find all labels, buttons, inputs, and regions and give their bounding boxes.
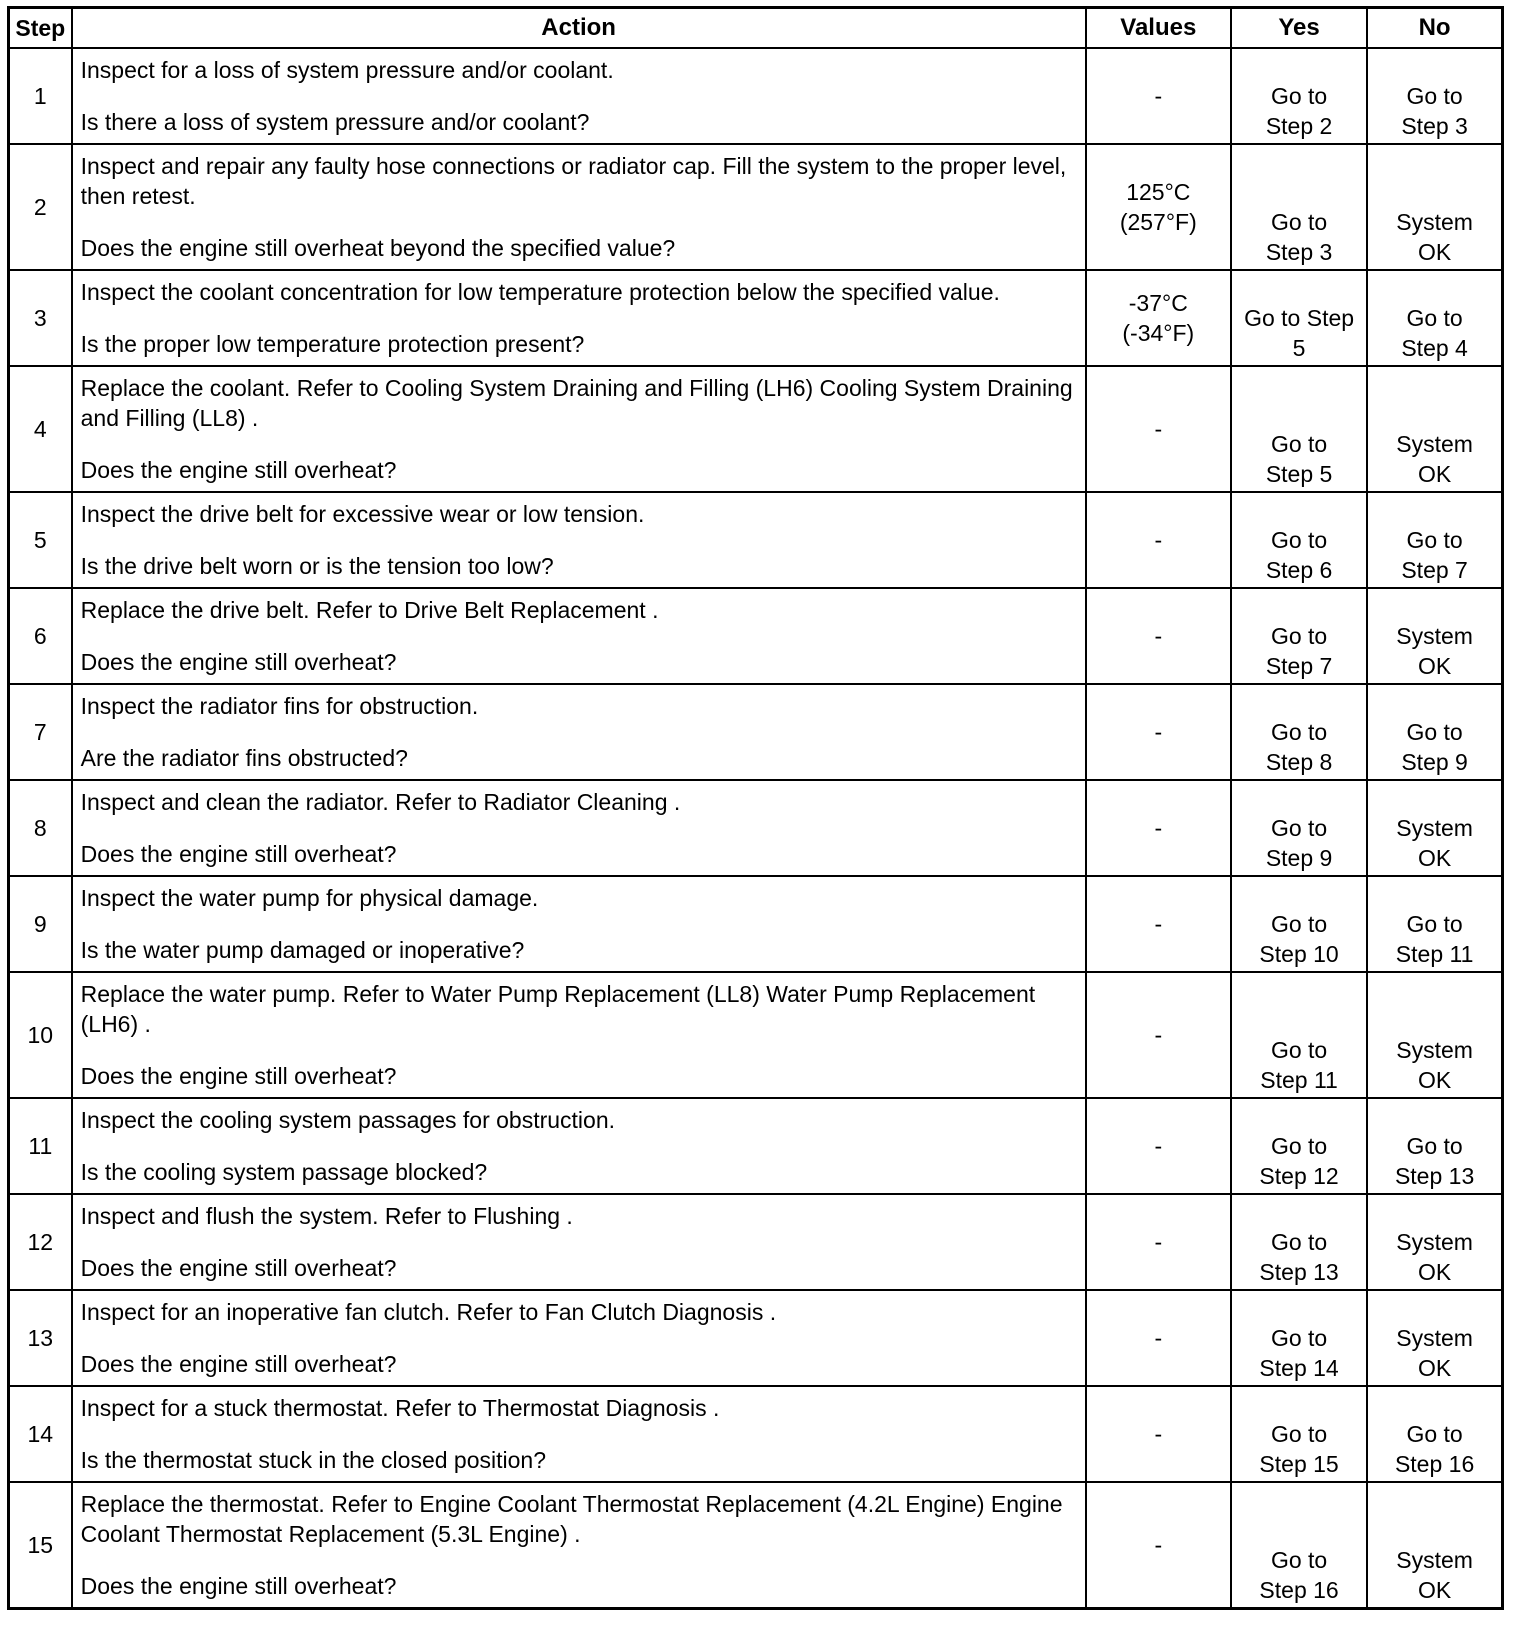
no-cell <box>1367 1482 1502 1609</box>
action-cell <box>72 1386 1086 1482</box>
yes-line-2: Step 2 <box>1265 113 1333 139</box>
yes-line-2: Step 14 <box>1259 1355 1339 1381</box>
value-line-1: - <box>1154 623 1163 649</box>
yes-line-1: Go to <box>1270 911 1328 937</box>
table-row <box>9 876 1503 972</box>
values-cell <box>1086 1290 1231 1386</box>
value-line-1: -37°C <box>1128 290 1188 316</box>
no-line-2: Step 16 <box>1394 1451 1475 1477</box>
action-question: Does the engine still overheat? <box>80 841 397 867</box>
value-line-1: - <box>1154 1022 1163 1048</box>
step-number: 3 <box>9 270 72 366</box>
step-number: 6 <box>9 588 72 684</box>
yes-cell <box>1231 144 1367 270</box>
value-line-1: - <box>1154 1325 1163 1351</box>
yes-line-2: Step 10 <box>1259 941 1339 967</box>
table-row <box>9 1290 1503 1386</box>
action-cell <box>72 48 1086 144</box>
yes-line-1: Go to <box>1270 1037 1328 1063</box>
no-line-1: System <box>1396 1547 1473 1573</box>
no-line-1: System <box>1396 815 1473 841</box>
no-line-2: Step 3 <box>1401 113 1468 139</box>
values-cell <box>1086 492 1231 588</box>
action-instruction: Replace the coolant. Refer to Cooling System Draining and Filling (LH6) Cooling System Draining and Filling (LL8) . <box>80 375 1073 431</box>
header-step: Step <box>9 8 72 49</box>
no-line-2: OK <box>1417 653 1452 679</box>
step-number: 1 <box>9 48 72 144</box>
no-line-1: System <box>1396 431 1473 457</box>
no-cell <box>1367 972 1502 1098</box>
no-line-1: Go to <box>1406 1421 1463 1447</box>
step-number: 14 <box>9 1386 72 1482</box>
no-line-2: Step 4 <box>1401 335 1468 361</box>
yes-line-1: Go to <box>1270 1325 1328 1351</box>
action-cell <box>72 144 1086 270</box>
action-instruction: Inspect for a loss of system pressure and/or coolant. <box>80 57 614 83</box>
value-line-1: 125°C <box>1126 179 1191 205</box>
yes-line-1: Go to Step <box>1244 305 1355 331</box>
action-cell <box>72 1098 1086 1194</box>
step-number: 15 <box>9 1482 72 1609</box>
values-cell <box>1086 270 1231 366</box>
yes-line-2: Step 5 <box>1265 461 1333 487</box>
action-question: Is there a loss of system pressure and/or coolant? <box>80 109 590 135</box>
yes-line-2: Step 8 <box>1265 749 1333 775</box>
yes-line-1: Go to <box>1270 431 1328 457</box>
value-line-2: (257°F) <box>1119 209 1197 235</box>
yes-cell <box>1231 588 1367 684</box>
header-no: No <box>1367 8 1502 49</box>
table-row <box>9 1194 1503 1290</box>
action-question: Is the water pump damaged or inoperative? <box>80 937 525 963</box>
table-row <box>9 366 1503 492</box>
values-cell <box>1086 684 1231 780</box>
yes-line-1: Go to <box>1270 623 1328 649</box>
value-line-1: - <box>1154 527 1163 553</box>
action-cell <box>72 684 1086 780</box>
no-line-1: System <box>1396 1037 1473 1063</box>
action-instruction: Inspect the drive belt for excessive wear or low tension. <box>80 501 645 527</box>
no-line-1: System <box>1396 1325 1473 1351</box>
no-line-1: System <box>1396 1229 1473 1255</box>
table-row <box>9 492 1503 588</box>
no-line-2: OK <box>1417 461 1452 487</box>
no-line-1: Go to <box>1406 911 1463 937</box>
no-cell <box>1367 1290 1502 1386</box>
no-line-2: OK <box>1417 1067 1452 1093</box>
no-line-2: OK <box>1417 845 1452 871</box>
no-line-1: Go to <box>1406 1133 1463 1159</box>
no-cell <box>1367 48 1502 144</box>
action-cell <box>72 366 1086 492</box>
step-number: 7 <box>9 684 72 780</box>
action-cell <box>72 780 1086 876</box>
action-question: Does the engine still overheat beyond the specified value? <box>80 235 676 261</box>
values-cell <box>1086 780 1231 876</box>
action-question: Is the proper low temperature protection present? <box>80 331 585 357</box>
value-line-1: - <box>1154 416 1163 442</box>
yes-line-1: Go to <box>1270 209 1328 235</box>
diagnostic-table-container <box>7 6 1504 1610</box>
step-number: 10 <box>9 972 72 1098</box>
yes-line-2: 5 <box>1292 335 1306 361</box>
step-number: 13 <box>9 1290 72 1386</box>
action-instruction: Inspect and clean the radiator. Refer to Radiator Cleaning . <box>80 789 681 815</box>
yes-cell <box>1231 492 1367 588</box>
step-number: 5 <box>9 492 72 588</box>
no-cell <box>1367 1098 1502 1194</box>
header-values: Values <box>1086 8 1231 49</box>
action-question: Is the thermostat stuck in the closed position? <box>80 1447 546 1473</box>
values-cell <box>1086 1194 1231 1290</box>
action-cell <box>72 1194 1086 1290</box>
table-row <box>9 1386 1503 1482</box>
action-cell <box>72 1482 1086 1609</box>
action-instruction: Inspect the water pump for physical damage. <box>80 885 539 911</box>
yes-line-2: Step 15 <box>1259 1451 1339 1477</box>
values-cell <box>1086 1482 1231 1609</box>
table-row <box>9 684 1503 780</box>
yes-cell <box>1231 48 1367 144</box>
yes-line-1: Go to <box>1270 719 1328 745</box>
no-line-2: OK <box>1417 1577 1452 1603</box>
no-line-2: Step 7 <box>1401 557 1468 583</box>
table-row <box>9 1098 1503 1194</box>
action-question: Does the engine still overheat? <box>80 1351 397 1377</box>
yes-cell <box>1231 1482 1367 1609</box>
action-instruction: Inspect for a stuck thermostat. Refer to Thermostat Diagnosis . <box>80 1395 720 1421</box>
step-number: 11 <box>9 1098 72 1194</box>
no-cell <box>1367 684 1502 780</box>
no-cell <box>1367 366 1502 492</box>
table-row <box>9 972 1503 1098</box>
yes-line-2: Step 11 <box>1260 1067 1338 1093</box>
action-instruction: Inspect the radiator fins for obstruction. <box>80 693 479 719</box>
table-row <box>9 270 1503 366</box>
values-cell <box>1086 366 1231 492</box>
no-cell <box>1367 1386 1502 1482</box>
no-cell <box>1367 270 1502 366</box>
value-line-1: - <box>1154 1133 1163 1159</box>
yes-cell <box>1231 270 1367 366</box>
yes-cell <box>1231 1194 1367 1290</box>
values-cell <box>1086 588 1231 684</box>
no-line-1: System <box>1396 209 1473 235</box>
values-cell <box>1086 144 1231 270</box>
yes-cell <box>1231 1098 1367 1194</box>
yes-cell <box>1231 876 1367 972</box>
yes-line-1: Go to <box>1270 83 1328 109</box>
yes-line-2: Step 6 <box>1265 557 1333 583</box>
yes-cell <box>1231 1386 1367 1482</box>
header-yes: Yes <box>1231 8 1367 49</box>
no-line-1: Go to <box>1406 527 1463 553</box>
table-row <box>9 1482 1503 1609</box>
yes-line-2: Step 13 <box>1259 1259 1339 1285</box>
action-cell <box>72 1290 1086 1386</box>
no-cell <box>1367 144 1502 270</box>
yes-line-1: Go to <box>1270 1133 1328 1159</box>
yes-cell <box>1231 1290 1367 1386</box>
yes-line-2: Step 12 <box>1259 1163 1339 1189</box>
no-cell <box>1367 876 1502 972</box>
values-cell <box>1086 1386 1231 1482</box>
action-instruction: Inspect and repair any faulty hose connections or radiator cap. Fill the system to the proper level, then retest. <box>80 153 1067 209</box>
no-line-1: Go to <box>1406 719 1463 745</box>
yes-line-2: Step 7 <box>1265 653 1333 679</box>
yes-cell <box>1231 972 1367 1098</box>
table-row <box>9 780 1503 876</box>
action-instruction: Inspect and flush the system. Refer to Flushing . <box>80 1203 573 1229</box>
table-row <box>9 144 1503 270</box>
no-line-2: Step 11 <box>1395 941 1474 967</box>
yes-line-1: Go to <box>1270 1421 1328 1447</box>
action-question: Is the drive belt worn or is the tension too low? <box>80 553 554 579</box>
action-question: Is the cooling system passage blocked? <box>80 1159 488 1185</box>
step-number: 4 <box>9 366 72 492</box>
step-number: 8 <box>9 780 72 876</box>
values-cell <box>1086 876 1231 972</box>
action-cell <box>72 972 1086 1098</box>
action-question: Does the engine still overheat? <box>80 1573 397 1599</box>
no-line-1: Go to <box>1406 83 1463 109</box>
action-question: Does the engine still overheat? <box>80 649 397 675</box>
action-question: Does the engine still overheat? <box>80 1063 397 1089</box>
no-line-2: Step 9 <box>1401 749 1468 775</box>
value-line-1: - <box>1154 1229 1163 1255</box>
values-cell <box>1086 48 1231 144</box>
value-line-1: - <box>1154 1421 1163 1447</box>
table-row <box>9 48 1503 144</box>
action-instruction: Replace the water pump. Refer to Water Pump Replacement (LL8) Water Pump Replacement (LH6) . <box>80 981 1036 1037</box>
no-line-2: Step 13 <box>1394 1163 1475 1189</box>
value-line-1: - <box>1154 1532 1163 1558</box>
action-instruction: Replace the thermostat. Refer to Engine Coolant Thermostat Replacement (4.2L Engine) Engine Coolant Thermostat Replacement (5.3L Engine) . <box>80 1491 1063 1547</box>
yes-cell <box>1231 684 1367 780</box>
no-line-2: OK <box>1417 1355 1452 1381</box>
header-action: Action <box>72 8 1086 49</box>
value-line-1: - <box>1154 911 1163 937</box>
yes-line-1: Go to <box>1270 1229 1328 1255</box>
action-cell <box>72 492 1086 588</box>
step-number: 9 <box>9 876 72 972</box>
diagnostic-table <box>7 6 1504 1610</box>
action-instruction: Inspect the cooling system passages for obstruction. <box>80 1107 616 1133</box>
no-cell <box>1367 780 1502 876</box>
value-line-2: (-34°F) <box>1122 320 1195 346</box>
action-cell <box>72 876 1086 972</box>
yes-cell <box>1231 366 1367 492</box>
yes-line-1: Go to <box>1270 527 1328 553</box>
table-row <box>9 588 1503 684</box>
yes-line-2: Step 9 <box>1265 845 1333 871</box>
yes-line-1: Go to <box>1270 1547 1328 1573</box>
no-line-1: Go to <box>1406 305 1463 331</box>
action-question: Does the engine still overheat? <box>80 1255 397 1281</box>
step-number: 12 <box>9 1194 72 1290</box>
value-line-1: - <box>1154 719 1163 745</box>
no-line-1: System <box>1396 623 1473 649</box>
values-cell <box>1086 1098 1231 1194</box>
yes-line-2: Step 3 <box>1265 239 1333 265</box>
action-question: Are the radiator fins obstructed? <box>80 745 408 771</box>
yes-line-2: Step 16 <box>1259 1577 1339 1603</box>
no-cell <box>1367 1194 1502 1290</box>
header-row <box>9 8 1503 49</box>
value-line-1: - <box>1154 815 1163 841</box>
action-instruction: Replace the drive belt. Refer to Drive Belt Replacement . <box>80 597 659 623</box>
no-line-2: OK <box>1417 1259 1452 1285</box>
no-cell <box>1367 588 1502 684</box>
no-cell <box>1367 492 1502 588</box>
action-instruction: Inspect the coolant concentration for low temperature protection below the specified value. <box>80 279 1000 305</box>
step-number: 2 <box>9 144 72 270</box>
action-question: Does the engine still overheat? <box>80 457 397 483</box>
action-cell <box>72 270 1086 366</box>
no-line-2: OK <box>1417 239 1452 265</box>
action-instruction: Inspect for an inoperative fan clutch. Refer to Fan Clutch Diagnosis . <box>80 1299 777 1325</box>
action-cell <box>72 588 1086 684</box>
yes-cell <box>1231 780 1367 876</box>
yes-line-1: Go to <box>1270 815 1328 841</box>
values-cell <box>1086 972 1231 1098</box>
value-line-1: - <box>1154 83 1163 109</box>
